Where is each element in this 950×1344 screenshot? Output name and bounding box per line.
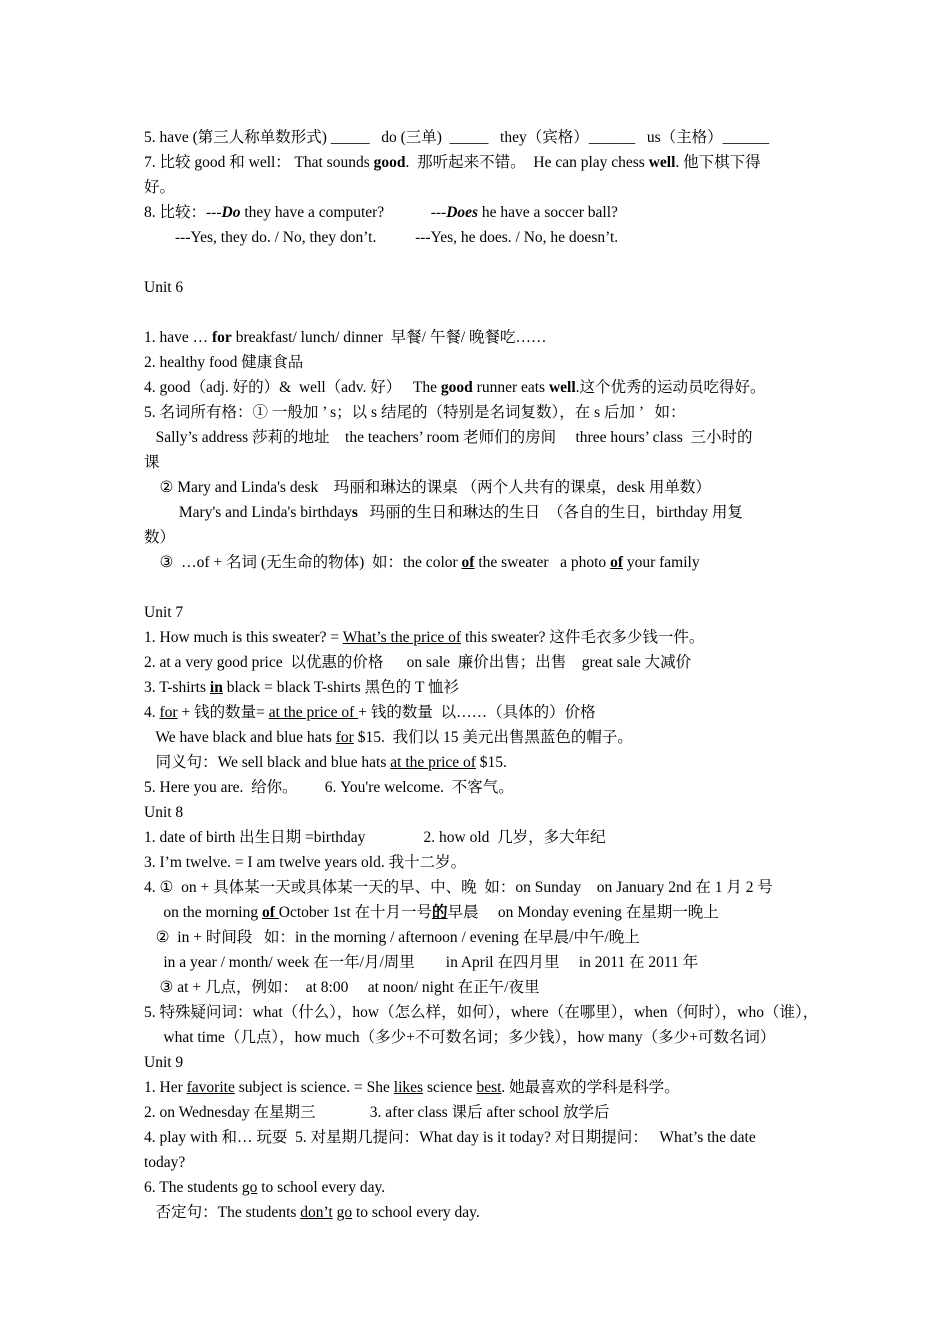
- text-run: $15. 我们以 15 美元出售黑蓝色的帽子。: [353, 729, 633, 746]
- text-run: . 那听起来不错。 He can play chess: [405, 154, 649, 171]
- text-run: 数）: [144, 529, 176, 546]
- text-run: 4. play with 和… 玩耍 5. 对星期几提问：What day is it today? 对日期提问： What’s the date: [144, 1129, 756, 1146]
- text-run: subject is science. = She: [234, 1079, 394, 1096]
- text-run: this sweater? 这件毛衣多少钱一件。: [461, 629, 705, 646]
- text-line: [144, 500, 814, 525]
- text-run: October 1st 在十月一号: [278, 904, 433, 921]
- text-run: + 钱的数量 以……（具体的）价格: [358, 704, 596, 721]
- bold-text: well: [648, 154, 676, 171]
- underlined-text: for: [335, 729, 354, 746]
- text-run: 5. 名词所有格：① 一般加 ’ s；以 s 结尾的（特别是名词复数），在 s 后加 ’ 如：: [144, 404, 686, 421]
- text-run: 2. at a very good price 以优惠的价格 on sale 廉价出售；出售 great sale 大减价: [144, 654, 692, 671]
- text-line: [144, 350, 814, 375]
- text-run: ② Mary and Linda's desk 玛丽和琳达的课桌 （两个人共有的课桌，desk 用单数）: [144, 479, 711, 496]
- text-run: 3. T-shirts: [144, 679, 210, 696]
- underlined-text: don’t: [300, 1204, 333, 1221]
- bold-text: good: [440, 379, 473, 396]
- text-run: ---Yes, they do. / No, they don’t. ---Yes, he does. / No, he doesn’t.: [144, 229, 619, 246]
- heading-text: Unit 9: [144, 1054, 184, 1071]
- text-run: runner eats: [472, 379, 549, 396]
- text-line: [144, 1075, 814, 1100]
- section-heading: [144, 275, 814, 300]
- text-run: ③ at + 几点，例如： at 8:00 at noon/ night 在正午/夜里: [144, 979, 540, 996]
- blank-line: [144, 575, 814, 600]
- text-run: to school every day.: [352, 1204, 480, 1221]
- text-line: [144, 1100, 814, 1125]
- text-run: Mary's and Linda's birthday: [144, 504, 352, 521]
- section-heading: [144, 1050, 814, 1075]
- text-run: your family: [622, 554, 700, 571]
- section-heading: [144, 800, 814, 825]
- text-run: 早晨 on Monday evening 在星期一晚上: [447, 904, 719, 921]
- underlined-bold-text: of: [261, 904, 279, 921]
- text-run: 4. good（adj. 好的）& well（adv. 好） The: [144, 379, 441, 396]
- text-line: [144, 825, 814, 850]
- text-run: the sweater a photo: [474, 554, 611, 571]
- text-run: 玛丽的生日和琳达的生日 （各自的生日，birthday 用复: [357, 504, 743, 521]
- text-run: 课: [144, 454, 160, 471]
- text-run: 1. have …: [144, 329, 213, 346]
- underlined-text: at the price of: [268, 704, 359, 721]
- text-line: [144, 1200, 814, 1225]
- text-run: 7. 比较 good 和 well： That sounds: [144, 154, 374, 171]
- text-run: 4. ① on + 具体某一天或具体某一天的早、中、晚 如：on Sunday on January 2nd 在 1 月 2 号: [144, 879, 773, 896]
- text-run: 8. 比较：---: [144, 204, 222, 221]
- blank-line: [144, 250, 814, 275]
- text-line: [144, 950, 814, 975]
- underlined-text: favorite: [186, 1079, 235, 1096]
- text-run: 2. healthy food 健康食品: [144, 354, 304, 371]
- underlined-text: likes: [393, 1079, 424, 1096]
- underlined-bold-text: 的: [432, 904, 448, 921]
- text-line: [144, 525, 814, 550]
- text-line: [144, 625, 814, 650]
- text-run: 同义句：We sell black and blue hats: [144, 754, 391, 771]
- blank-line: [144, 300, 814, 325]
- text-run: 好。: [144, 179, 176, 196]
- text-run: 1. How much is this sweater? =: [144, 629, 343, 646]
- text-run: in a year / month/ week 在一年/月/周里 in April 在四月里 in 2011 在 2011 年: [144, 954, 699, 971]
- text-line: [144, 475, 814, 500]
- text-line: [144, 1025, 814, 1050]
- bold-text: s: [351, 504, 358, 521]
- text-run: 3. I’m twelve. = I am twelve years old. 我十二岁。: [144, 854, 467, 871]
- text-run: 5. 特殊疑问词：what（什么），how（怎么样，如何），where（在哪里），when（何时），who（谁），: [144, 1004, 819, 1021]
- underlined-bold-text: of: [610, 554, 623, 571]
- text-run: 5. have (第三人称单数形式) _____ do (三单) _____ they（宾格）______ us（主格）______: [144, 129, 770, 146]
- heading-text: Unit 7: [144, 604, 184, 621]
- text-line: [144, 1125, 814, 1150]
- text-line: [144, 325, 814, 350]
- text-run: breakfast/ lunch/ dinner 早餐/ 午餐/ 晚餐吃……: [231, 329, 547, 346]
- text-run: 6. The students: [144, 1179, 242, 1196]
- underlined-text: go: [336, 1204, 353, 1221]
- text-run: today?: [144, 1154, 186, 1171]
- text-line: [144, 900, 814, 925]
- underlined-text: best: [476, 1079, 502, 1096]
- underlined-text: at the price of: [390, 754, 476, 771]
- text-run: ② in + 时间段 如：in the morning / afternoon / evening 在早晨/中午/晚上: [144, 929, 640, 946]
- text-line: [144, 1150, 814, 1175]
- text-line: [144, 375, 814, 400]
- underlined-text: What’s the price of: [342, 629, 462, 646]
- text-run: they have a computer? ---: [240, 204, 447, 221]
- text-run: . 他下棋下得: [675, 154, 761, 171]
- heading-text: Unit 6: [144, 279, 184, 296]
- heading-text: Unit 8: [144, 804, 184, 821]
- text-line: [144, 775, 814, 800]
- text-run: Sally’s address 莎莉的地址 the teachers’ room 老师们的房间 three hours’ class 三小时的: [144, 429, 753, 446]
- text-line: [144, 850, 814, 875]
- text-line: [144, 200, 814, 225]
- text-line: [144, 675, 814, 700]
- text-run: science: [423, 1079, 477, 1096]
- text-run: 1. Her: [144, 1079, 187, 1096]
- text-run: 5. Here you are. 给你。 6. You're welcome. 不客气。: [144, 779, 514, 796]
- text-run: to school every day.: [257, 1179, 386, 1196]
- text-run: .这个优秀的运动员吃得好。: [575, 379, 766, 396]
- underlined-bold-text: in: [209, 679, 223, 696]
- bold-text: well: [548, 379, 576, 396]
- underlined-text: for: [159, 704, 178, 721]
- text-run: 4.: [144, 704, 160, 721]
- text-line: [144, 550, 814, 575]
- text-run: he have a soccer ball?: [478, 204, 618, 221]
- text-line: [144, 450, 814, 475]
- text-line: [144, 175, 814, 200]
- text-line: [144, 725, 814, 750]
- text-line: [144, 975, 814, 1000]
- underlined-text: go: [241, 1179, 258, 1196]
- bold-italic-text: Does: [446, 204, 479, 221]
- bold-text: good: [373, 154, 406, 171]
- text-run: 否定句：The students: [144, 1204, 301, 1221]
- text-line: [144, 225, 814, 250]
- text-run: on the morning: [144, 904, 262, 921]
- text-line: [144, 1000, 819, 1025]
- text-run: + 钱的数量=: [177, 704, 269, 721]
- text-line: [144, 875, 814, 900]
- bold-italic-text: Do: [221, 204, 241, 221]
- text-run: We have black and blue hats: [144, 729, 336, 746]
- text-run: what time（几点），how much（多少+不可数名词；多少钱），how many（多少+可数名词）: [144, 1029, 776, 1046]
- text-line: [144, 1175, 814, 1200]
- document-body: [144, 125, 819, 1225]
- text-run: black = black T-shirts 黑色的 T 恤衫: [222, 679, 460, 696]
- underlined-bold-text: of: [461, 554, 475, 571]
- text-run: ③ …of + 名词 (无生命的物体) 如：the color: [144, 554, 462, 571]
- text-line: [144, 425, 814, 450]
- text-line: [144, 150, 814, 175]
- text-run: $15.: [475, 754, 507, 771]
- text-line: [144, 400, 814, 425]
- section-heading: [144, 600, 814, 625]
- text-line: [144, 125, 814, 150]
- text-run: 2. on Wednesday 在星期三 3. after class 课后 after school 放学后: [144, 1104, 610, 1121]
- text-line: [144, 750, 814, 775]
- text-run: 1. date of birth 出生日期 =birthday 2. how old 几岁，多大年纪: [144, 829, 606, 846]
- text-line: [144, 650, 814, 675]
- text-line: [144, 925, 814, 950]
- text-run: . 她最喜欢的学科是科学。: [501, 1079, 680, 1096]
- bold-text: for: [212, 329, 232, 346]
- text-line: [144, 700, 814, 725]
